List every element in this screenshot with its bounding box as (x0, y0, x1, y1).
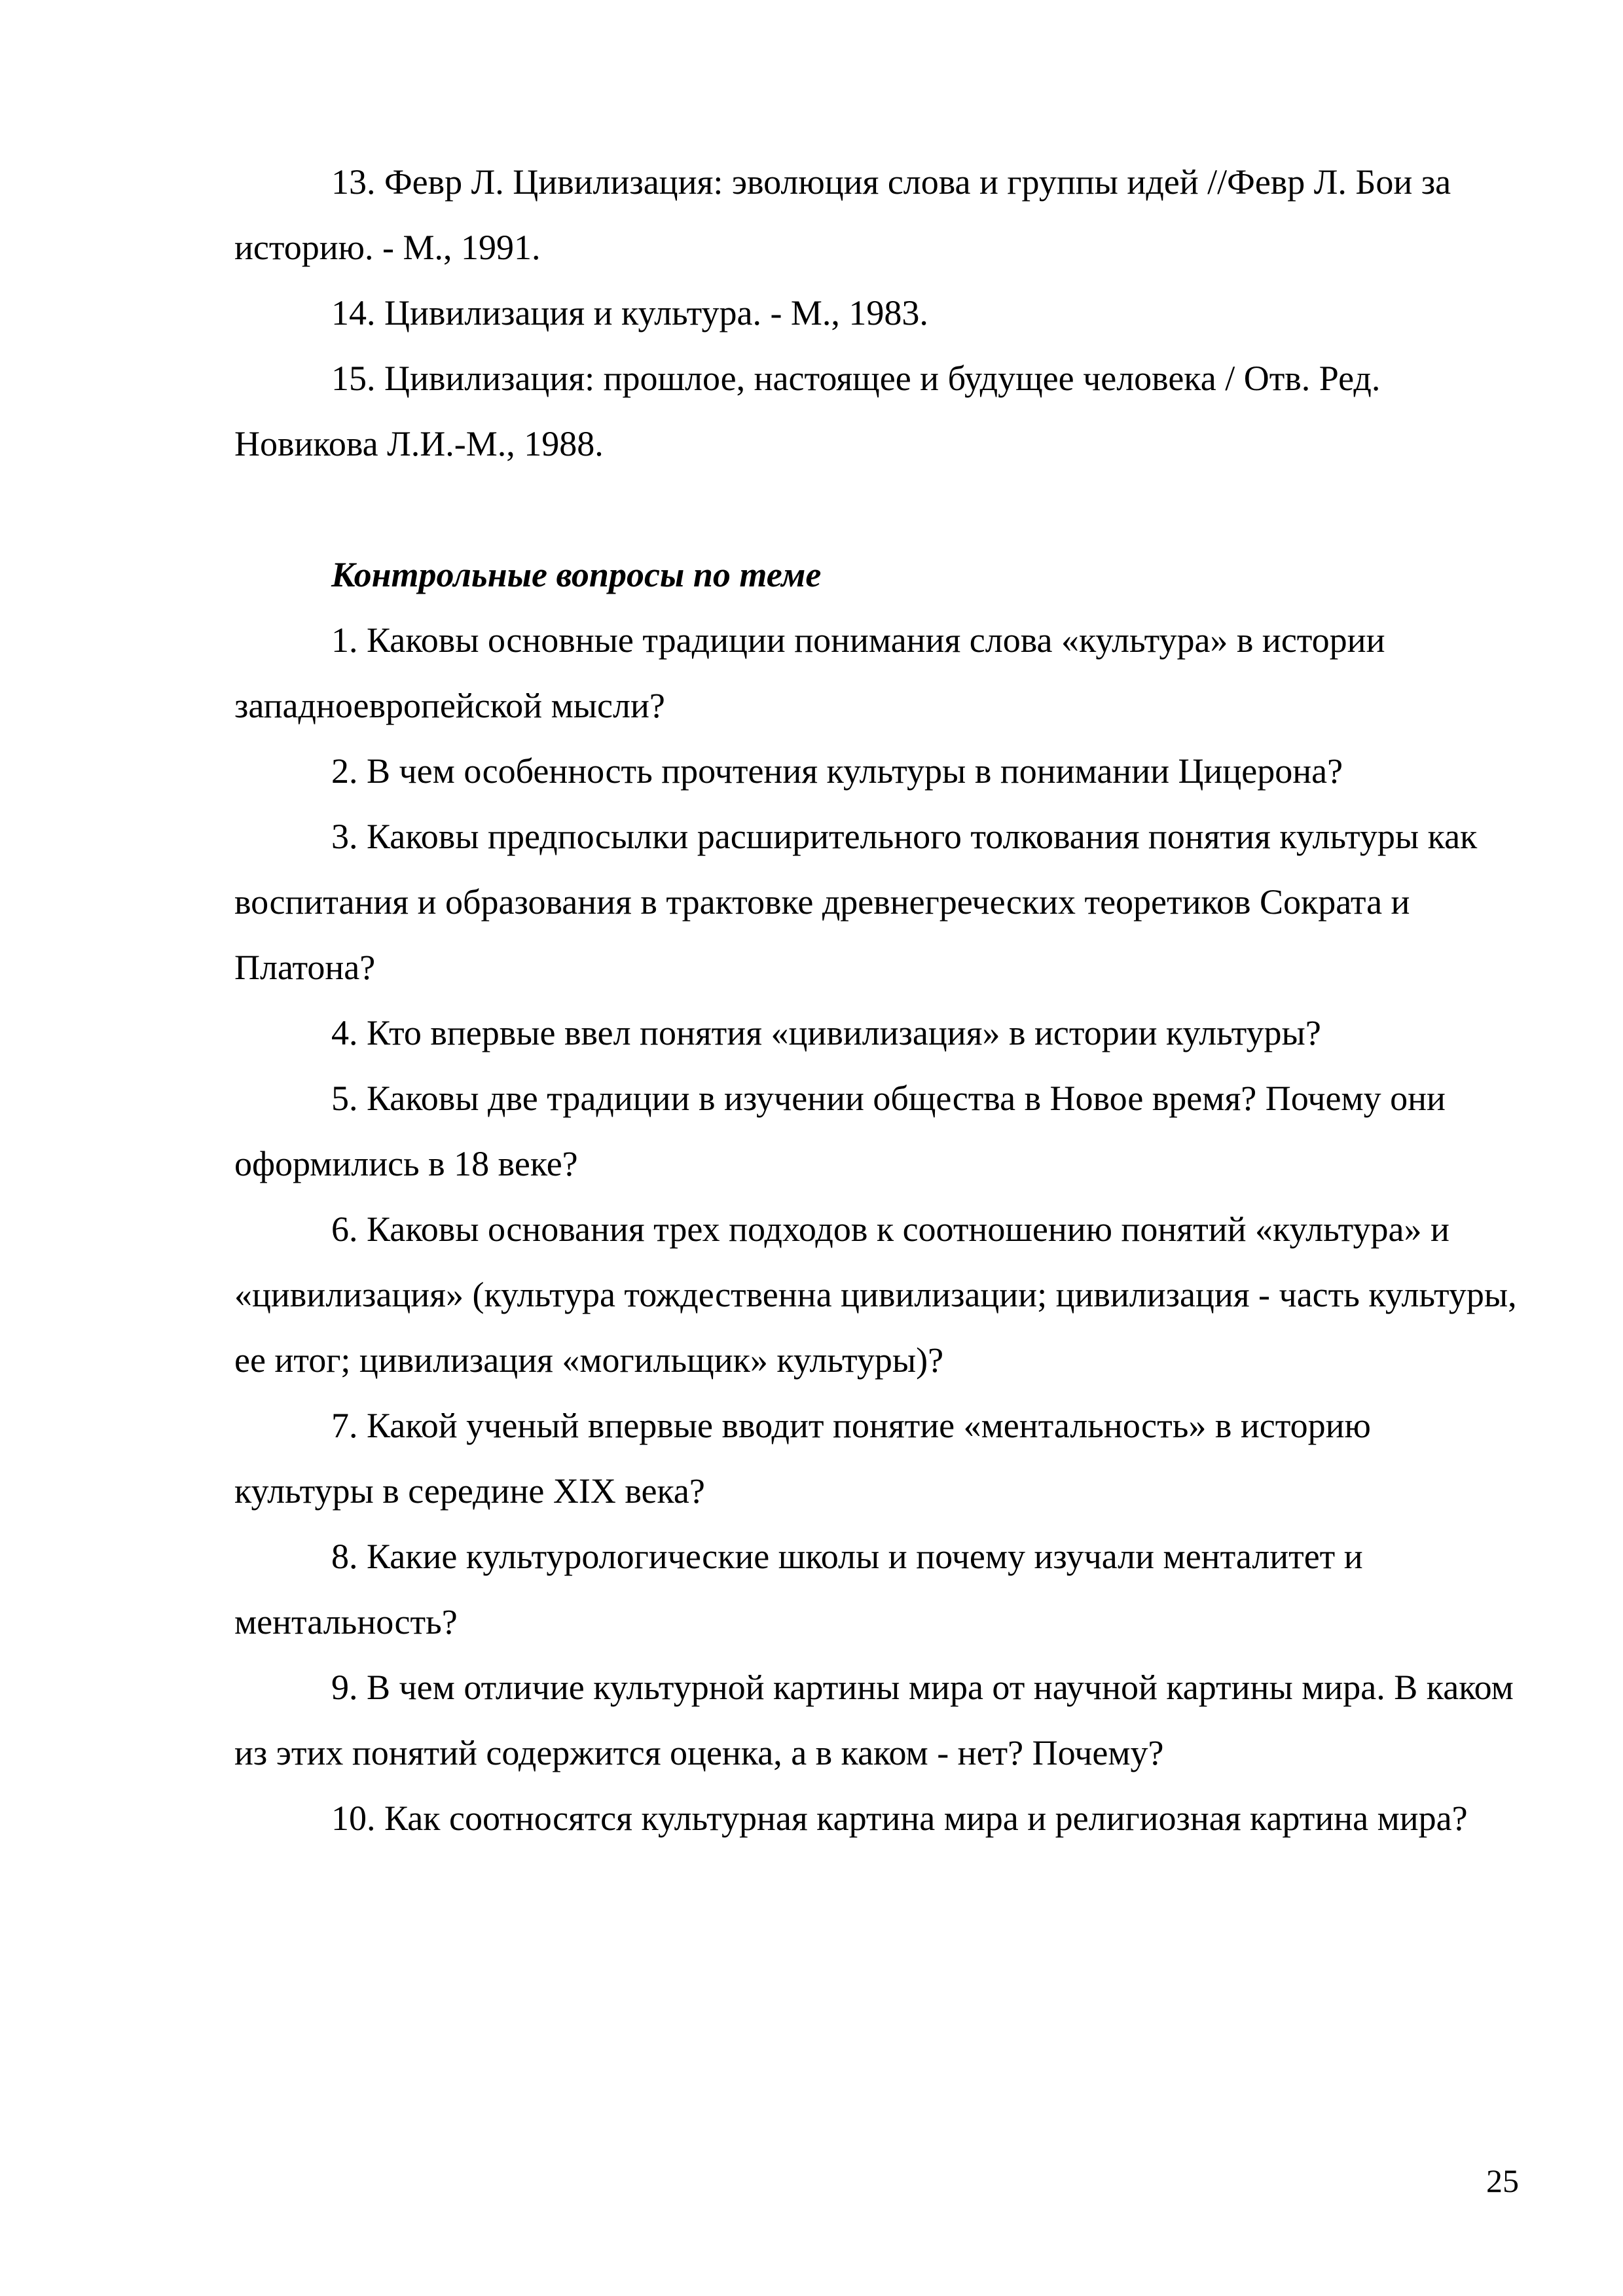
reference-item: 15. Цивилизация: прошлое, настоящее и будущее человека / Отв. Ред. Новикова Л.И.-М., 1988. (234, 359, 1381, 463)
question-item: 7. Какой ученый впервые вводит понятие «ментальность» в историю культуры в середине XIX века? (234, 1406, 1371, 1511)
question-list (234, 607, 1518, 1851)
question-item: 5. Каковы две традиции в изучении общества в Новое время? Почему они оформились в 18 веке? (234, 1079, 1446, 1183)
section-title: Контрольные вопросы по теме (331, 555, 822, 594)
question-item: 9. В чем отличие культурной картины мира от научной картины мира. В каком из этих понятий содержится оценка, а в каком - нет? Почему? (234, 1668, 1514, 1772)
page-number: 25 (1486, 2162, 1519, 2199)
reference-item: 13. Февр Л. Цивилизация: эволюция слова и группы идей //Февр Л. Бои за историю. - М., 1991. (234, 162, 1451, 267)
document-page (234, 149, 1518, 1851)
question-item: 8. Какие культурологические школы и почему изучали менталитет и ментальность? (234, 1537, 1363, 1641)
question-item: 1. Каковы основные традиции понимания слова «культура» в истории западноевропейской мысли? (234, 620, 1385, 725)
question-item: 6. Каковы основания трех подходов к соотношению понятий «культура» и «цивилизация» (культура тождественна цивилизации; цивилизация - часть культуры, ее итог; цивилизация «могильщик» культуры)? (234, 1210, 1517, 1380)
question-item: 2. В чем особенность прочтения культуры в понимании Цицерона? (331, 751, 1343, 791)
reference-list (234, 149, 1518, 476)
reference-item: 14. Цивилизация и культура. - М., 1983. (331, 293, 928, 332)
question-item: 3. Каковы предпосылки расширительного толкования понятия культуры как воспитания и образования в трактовке древнегреческих теоретиков Сократа и Платона? (234, 817, 1478, 987)
question-item: 4. Кто впервые ввел понятия «цивилизация» в истории культуры? (331, 1013, 1321, 1052)
question-item: 10. Как соотносятся культурная картина мира и религиозная картина мира? (331, 1799, 1468, 1838)
